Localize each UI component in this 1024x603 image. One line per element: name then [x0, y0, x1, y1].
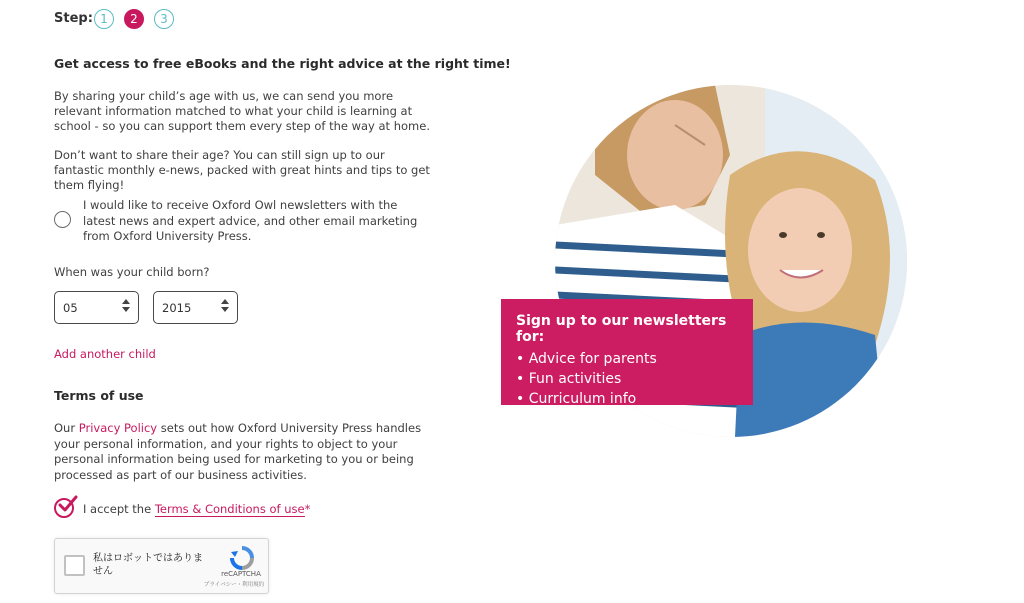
promo-item: • Advice for parents: [516, 351, 657, 367]
required-mark: *: [304, 502, 311, 516]
promo-title: Sign up to our newsletters for:: [516, 313, 727, 345]
birth-month-select[interactable]: [54, 291, 139, 324]
checkmark-icon: [57, 495, 79, 515]
birth-month-value: 05: [63, 301, 78, 315]
recaptcha-privacy-links[interactable]: プライバシー・利用規約: [203, 582, 265, 588]
newsletter-promo-box: [501, 299, 753, 405]
newsletter-consent-radio[interactable]: [54, 211, 71, 228]
accept-terms-label: [83, 502, 310, 516]
recaptcha-label: 私はロボットではありません: [93, 553, 203, 577]
accept-prefix: I accept the: [83, 502, 155, 516]
add-another-child-link[interactable]: Add another child: [54, 347, 156, 361]
birth-year-value: 2015: [162, 301, 192, 315]
accept-terms-checkbox[interactable]: [54, 498, 74, 518]
step-2-current[interactable]: 2: [124, 9, 144, 29]
terms-title: Terms of use: [54, 388, 144, 403]
newsletter-consent-label: I would like to receive Oxford Owl newsletters with the latest news and expert advice, and other email marketing from Oxford University Press.: [83, 198, 418, 243]
birth-year-select[interactable]: [153, 291, 238, 324]
recaptcha-checkbox[interactable]: [64, 555, 85, 576]
terms-para-suffix: sets out how Oxford University Press handles your personal information, and your rights to object to your personal information being used for marketing to you or being processed as part of our business activities.: [54, 421, 422, 482]
section-heading: Get access to free eBooks and the right advice at the right time!: [54, 56, 511, 71]
terms-conditions-link[interactable]: Terms & Conditions of use: [154, 502, 305, 516]
recaptcha-brand: reCAPTCHA: [221, 570, 261, 578]
privacy-policy-link[interactable]: Privacy Policy: [78, 421, 158, 435]
select-arrows-icon: [121, 299, 131, 312]
promo-item: • Curriculum info: [516, 391, 637, 407]
intro-paragraph-2: Don’t want to share their age? You can still sign up to our fantastic monthly e-news, packed with great hints and tips to get them flying!: [54, 148, 430, 192]
dob-label: When was your child born?: [54, 265, 210, 279]
recaptcha-widget: [54, 538, 269, 594]
terms-para-prefix: Our: [54, 421, 79, 435]
terms-paragraph: [54, 421, 434, 483]
step-3[interactable]: 3: [154, 9, 174, 29]
intro-paragraph: By sharing your child’s age with us, we can send you more relevant information matched to what your child is learning at school - so you can support them every step of the way at home.: [54, 89, 430, 133]
promo-item: • Fun activities: [516, 371, 622, 387]
step-1[interactable]: 1: [94, 9, 114, 29]
select-arrows-icon: [220, 299, 230, 312]
step-label: Step:: [54, 11, 93, 26]
